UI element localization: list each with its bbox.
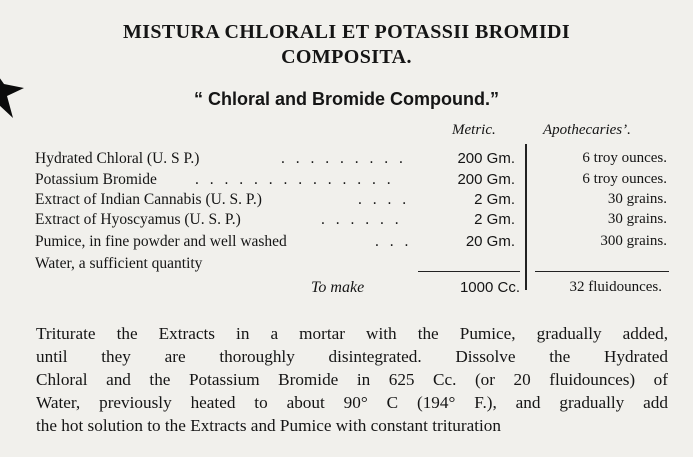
paragraph-line: until they are thoroughly disintegrated. Dissolve the Hydrated <box>36 347 668 366</box>
total-label: To make <box>311 279 365 296</box>
ingredient-name: Extract of Hyoscyamus (U. S. P.) <box>35 211 241 228</box>
metric-amount: 200 Gm. <box>457 171 515 188</box>
paragraph-line: Triturate the Extracts in a mortar with the Pumice, gradually added, <box>36 324 668 343</box>
ingredient-row <box>35 191 675 211</box>
instructions-paragraph <box>36 322 668 437</box>
ingredient-name: Water, a sufficient quantity <box>35 255 203 272</box>
leader-dots: . . . <box>375 233 412 250</box>
paragraph-line: Water, previously heated to about 90° C (194° F.), and gradually add <box>36 393 668 412</box>
leader-dots: . . . . . . . . . . . . . . <box>195 171 395 188</box>
leader-dots: . . . . <box>358 191 410 208</box>
paragraph-line: Chloral and the Potassium Bromide in 625 Cc. (or 20 fluidounces) of <box>36 370 668 389</box>
column-header-apothecaries: Apothecaries’. <box>543 122 631 138</box>
apothecaries-amount: 6 troy ounces. <box>582 150 667 166</box>
total-metric: 1000 Cc. <box>459 279 520 296</box>
apothecaries-amount: 300 grains. <box>600 233 667 249</box>
metric-amount: 2 Gm. <box>474 211 515 228</box>
ingredient-row <box>35 233 675 253</box>
ingredient-name: Pumice, in fine powder and well washed <box>35 233 287 250</box>
column-header-metric: Metric. <box>452 122 496 138</box>
ingredient-name: Extract of Indian Cannabis (U. S. P.) <box>35 191 262 208</box>
ingredient-row <box>35 211 675 231</box>
title-line-2: COMPOSITA. <box>281 46 412 68</box>
ingredient-name: Potassium Bromide <box>35 171 157 188</box>
title-line-1: MISTURA CHLORALI ET POTASSII BROMIDI <box>122 21 571 43</box>
leader-dots: . . . . . . <box>321 211 403 228</box>
metric-amount: 20 Gm. <box>465 233 515 250</box>
metric-amount: 2 Gm. <box>474 191 515 208</box>
paragraph-line: the hot solution to the Extracts and Pumice with constant trituration <box>36 416 501 435</box>
apothecaries-amount: 6 troy ounces. <box>582 171 667 187</box>
metric-amount: 200 Gm. <box>457 150 515 167</box>
column-divider <box>525 144 527 290</box>
apothecaries-amount: 30 grains. <box>607 211 667 227</box>
total-apothecaries: 32 fluidounces. <box>569 279 662 295</box>
ingredient-row <box>35 255 675 275</box>
apothecaries-amount: 30 grains. <box>607 191 667 207</box>
subtitle: “ Chloral and Bromide Compound.” <box>194 89 499 109</box>
apothecaries-total-rule <box>535 271 669 272</box>
leader-dots: . . . . . . . . . <box>281 150 407 167</box>
ingredient-name: Hydrated Chloral (U. S P.) <box>35 150 200 167</box>
ingredient-row <box>35 150 675 170</box>
ingredient-row <box>35 171 675 191</box>
metric-total-rule <box>418 271 520 272</box>
